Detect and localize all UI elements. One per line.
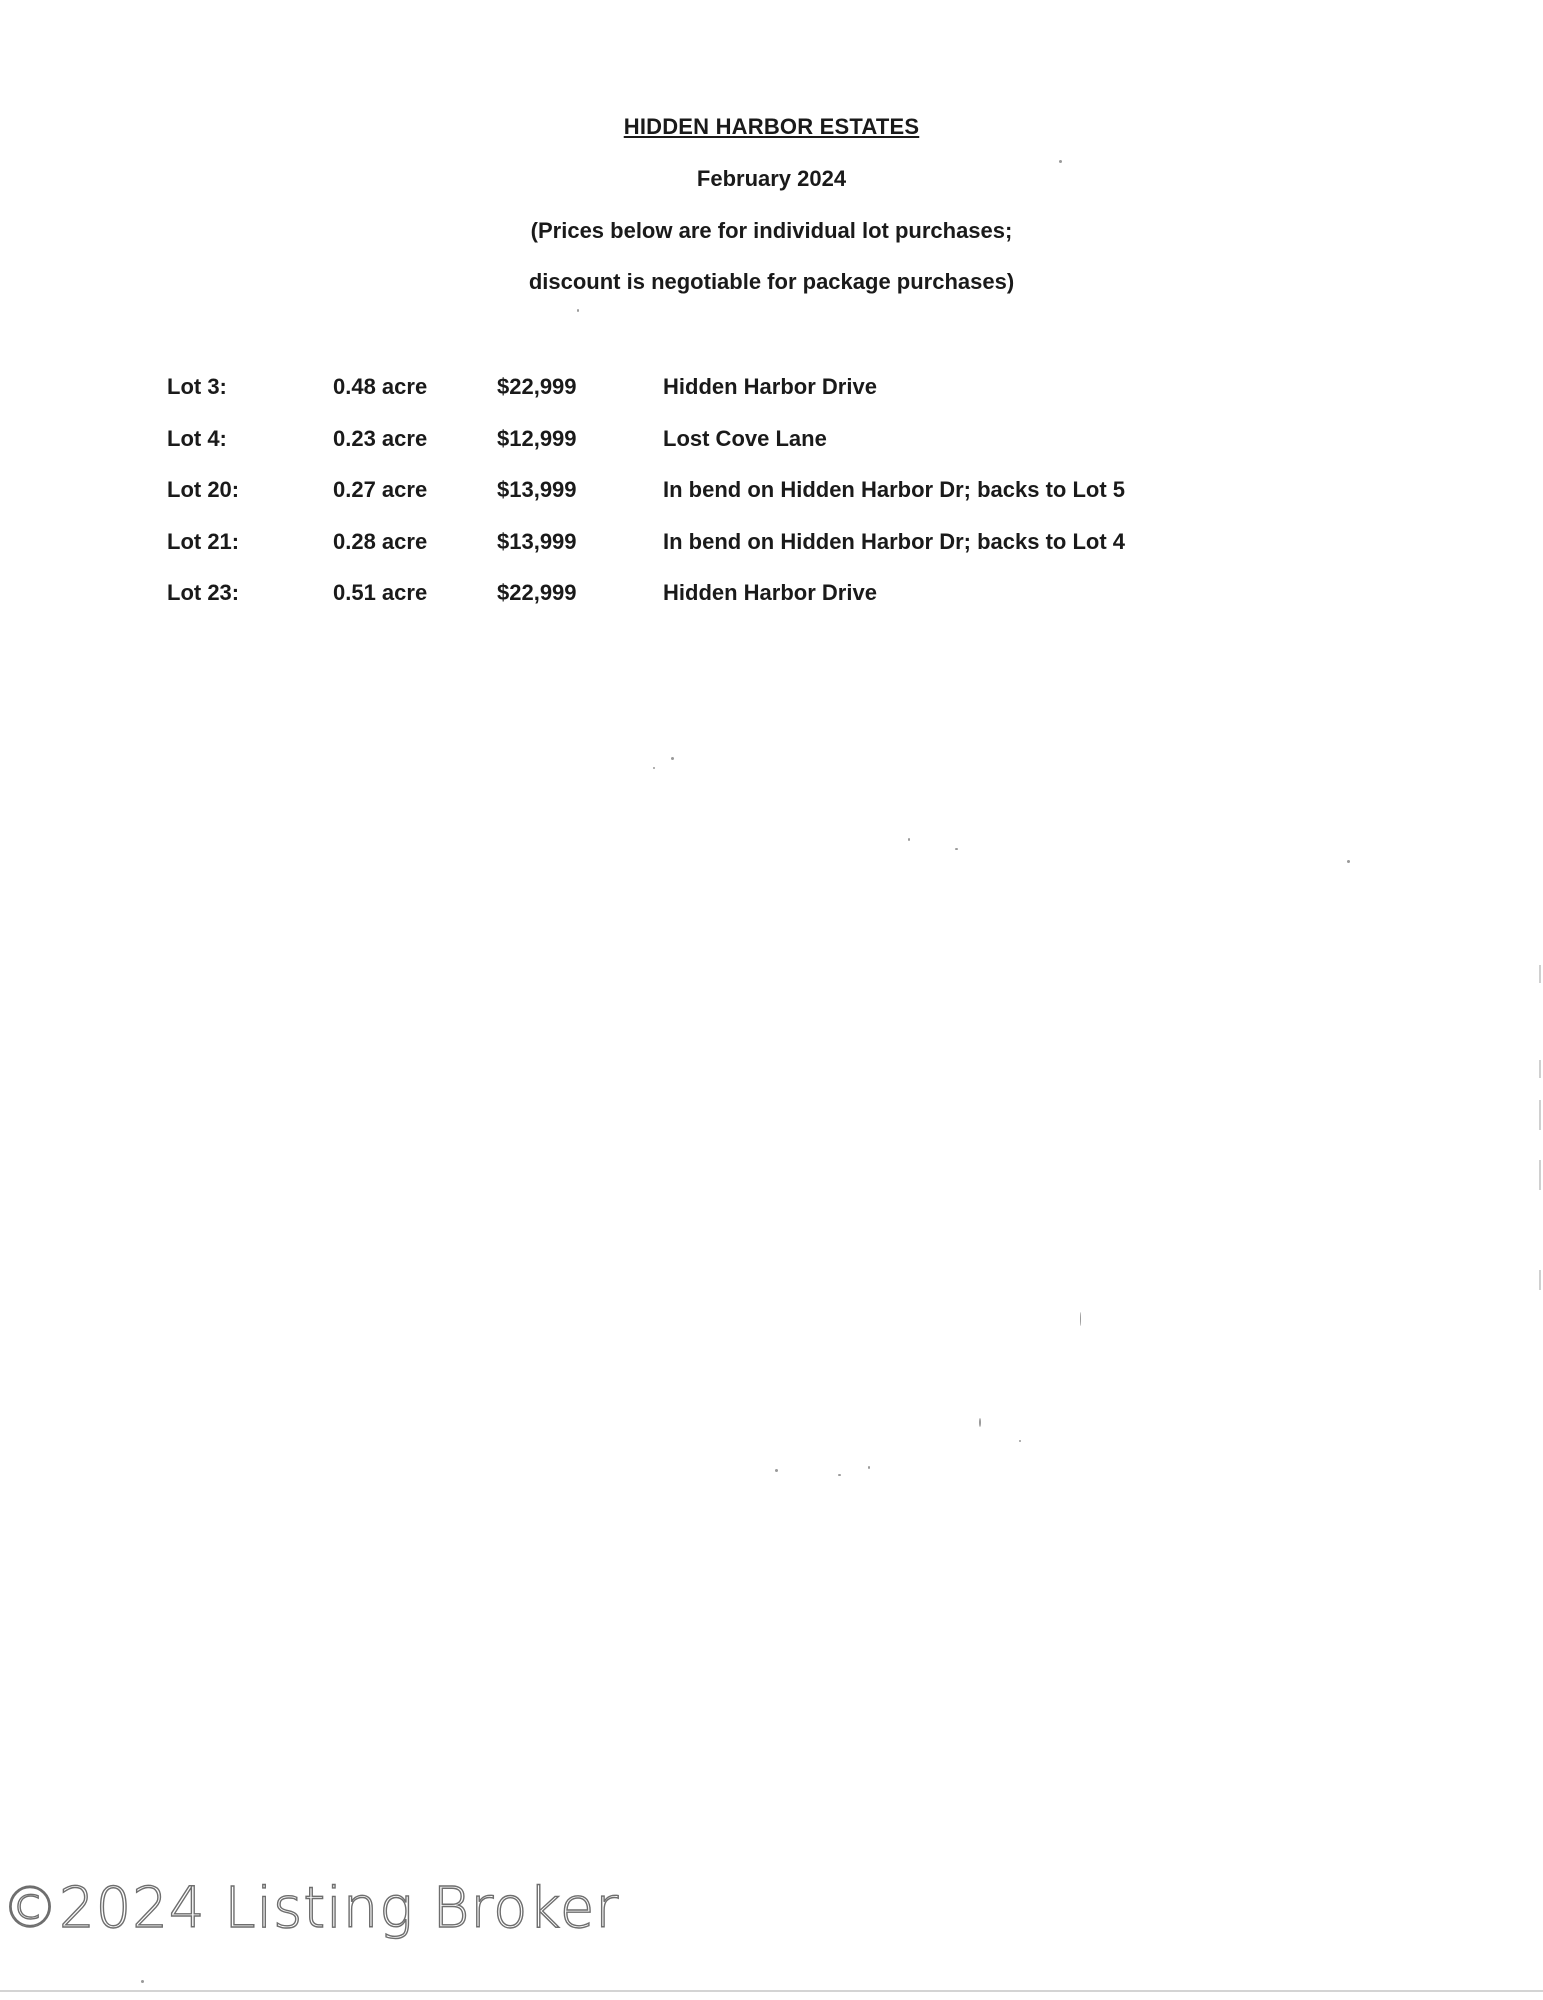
lot-number: Lot 20: [167, 477, 240, 502]
scan-speck [908, 838, 910, 841]
lot-number: Lot 4: [167, 425, 227, 451]
lot-acreage: 0.28 acre [333, 528, 428, 554]
lot-row [167, 529, 1267, 581]
lot-price: $12,999 [497, 425, 577, 451]
lot-number: Lot 21: [167, 528, 240, 554]
lot-price: $22,999 [497, 374, 577, 399]
scan-edge-mark [1539, 1100, 1541, 1130]
lot-row [167, 374, 1267, 426]
lot-description: Lost Cove Lane [663, 425, 827, 451]
lot-description: In bend on Hidden Harbor Dr; backs to Lot 5 [663, 477, 1126, 502]
lot-row [167, 477, 1267, 529]
scan-speck [141, 1980, 144, 1983]
lot-row [167, 580, 1267, 632]
scan-edge-mark [1539, 1270, 1541, 1290]
lot-acreage: 0.48 acre [333, 374, 428, 399]
lot-number: Lot 3: [167, 374, 227, 399]
pricing-note-line-2: discount is negotiable for package purchases) [528, 269, 1015, 294]
document-title: HIDDEN HARBOR ESTATES [623, 114, 920, 139]
scan-speck [1080, 1312, 1081, 1326]
lot-price-list [167, 374, 1267, 632]
lot-acreage: 0.27 acre [333, 477, 428, 502]
pricing-note-line-1: (Prices below are for individual lot purchases; [530, 218, 1013, 243]
lot-price: $13,999 [497, 528, 577, 554]
lot-number: Lot 23: [167, 580, 240, 605]
scan-edge-mark [1539, 965, 1541, 983]
lot-description: Hidden Harbor Drive [663, 580, 877, 605]
scan-edge-mark [1539, 1160, 1541, 1190]
lot-price: $13,999 [497, 477, 577, 502]
document-date: February 2024 [696, 166, 847, 191]
scan-speck [653, 767, 655, 769]
scan-speck [1347, 860, 1350, 863]
lot-row [167, 426, 1267, 478]
scan-speck [577, 309, 579, 312]
copyright-watermark: ©2024 Listing Broker [2, 1876, 620, 1941]
scan-speck [671, 757, 674, 760]
lot-acreage: 0.51 acre [333, 580, 428, 605]
scan-speck [775, 1469, 778, 1472]
lot-price: $22,999 [497, 580, 577, 605]
scan-speck [838, 1474, 841, 1476]
scan-speck [1019, 1440, 1021, 1442]
scan-speck [979, 1418, 981, 1427]
lot-description: In bend on Hidden Harbor Dr; backs to Lot 4 [663, 528, 1126, 554]
scan-edge-mark [1539, 1060, 1541, 1078]
scan-speck [1059, 160, 1062, 163]
lot-description: Hidden Harbor Drive [663, 374, 877, 399]
lot-acreage: 0.23 acre [333, 425, 428, 451]
scan-speck [868, 1466, 870, 1469]
page-bottom-edge [0, 1990, 1543, 1992]
scan-speck [955, 848, 958, 850]
